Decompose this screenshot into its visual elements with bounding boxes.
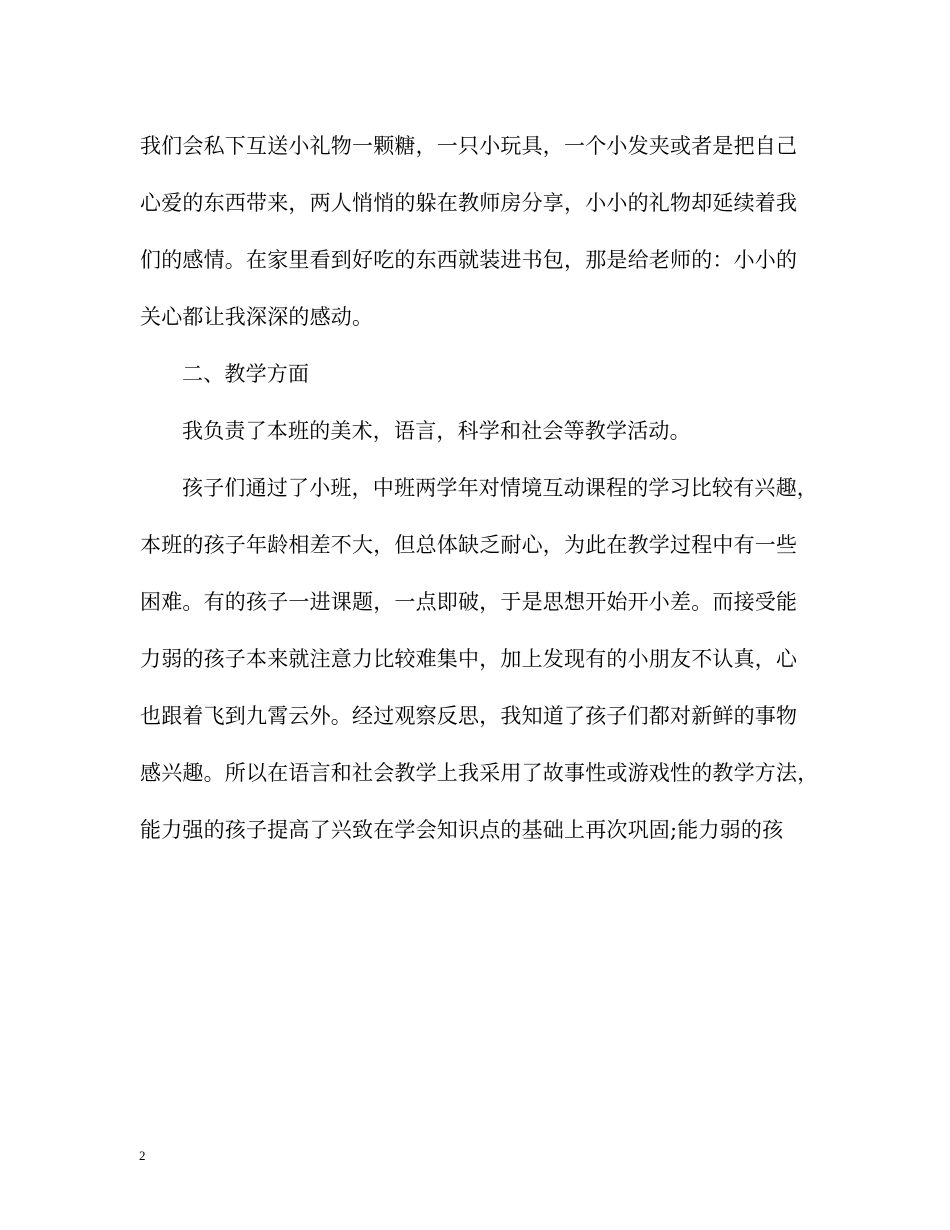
- page-number: 2: [139, 1148, 146, 1163]
- text-line: 我负责了本班的美术，语言，科学和社会等教学活动。: [182, 419, 691, 443]
- body-text: [140, 118, 830, 859]
- text-line: 本班的孩子年龄相差不大，但总体缺乏耐心，为此在教学过程中有一些: [140, 533, 798, 557]
- text-line: 力弱的孩子本来就注意力比较难集中，加上发现有的小朋友不认真，心: [140, 647, 798, 671]
- text-line: 感兴趣。所以在语言和社会教学上我采用了故事性或游戏性的教学方法，: [140, 761, 819, 785]
- text-line: 心爱的东西带来，两人悄悄的躲在教师房分享，小小的礼物却延续着我: [140, 191, 798, 215]
- section-heading: 二、教学方面: [182, 362, 310, 386]
- text-line: 我们会私下互送小礼物一颗糖，一只小玩具，一个小发夹或者是把自己: [140, 134, 798, 158]
- text-line: 关心都让我深深的感动。: [140, 305, 374, 329]
- text-line: 能力强的孩子提高了兴致在学会知识点的基础上再次巩固;能力弱的孩: [140, 818, 784, 842]
- text-line: 孩子们通过了小班，中班两学年对情境互动课程的学习比较有兴趣，: [182, 476, 818, 500]
- text-line: 困难。有的孩子一进课题，一点即破，于是思想开始开小差。而接受能: [140, 590, 798, 614]
- text-line: 也跟着飞到九霄云外。经过观察反思，我知道了孩子们都对新鲜的事物: [140, 704, 798, 728]
- text-line: 们的感情。在家里看到好吃的东西就装进书包，那是给老师的：小小的: [140, 248, 798, 272]
